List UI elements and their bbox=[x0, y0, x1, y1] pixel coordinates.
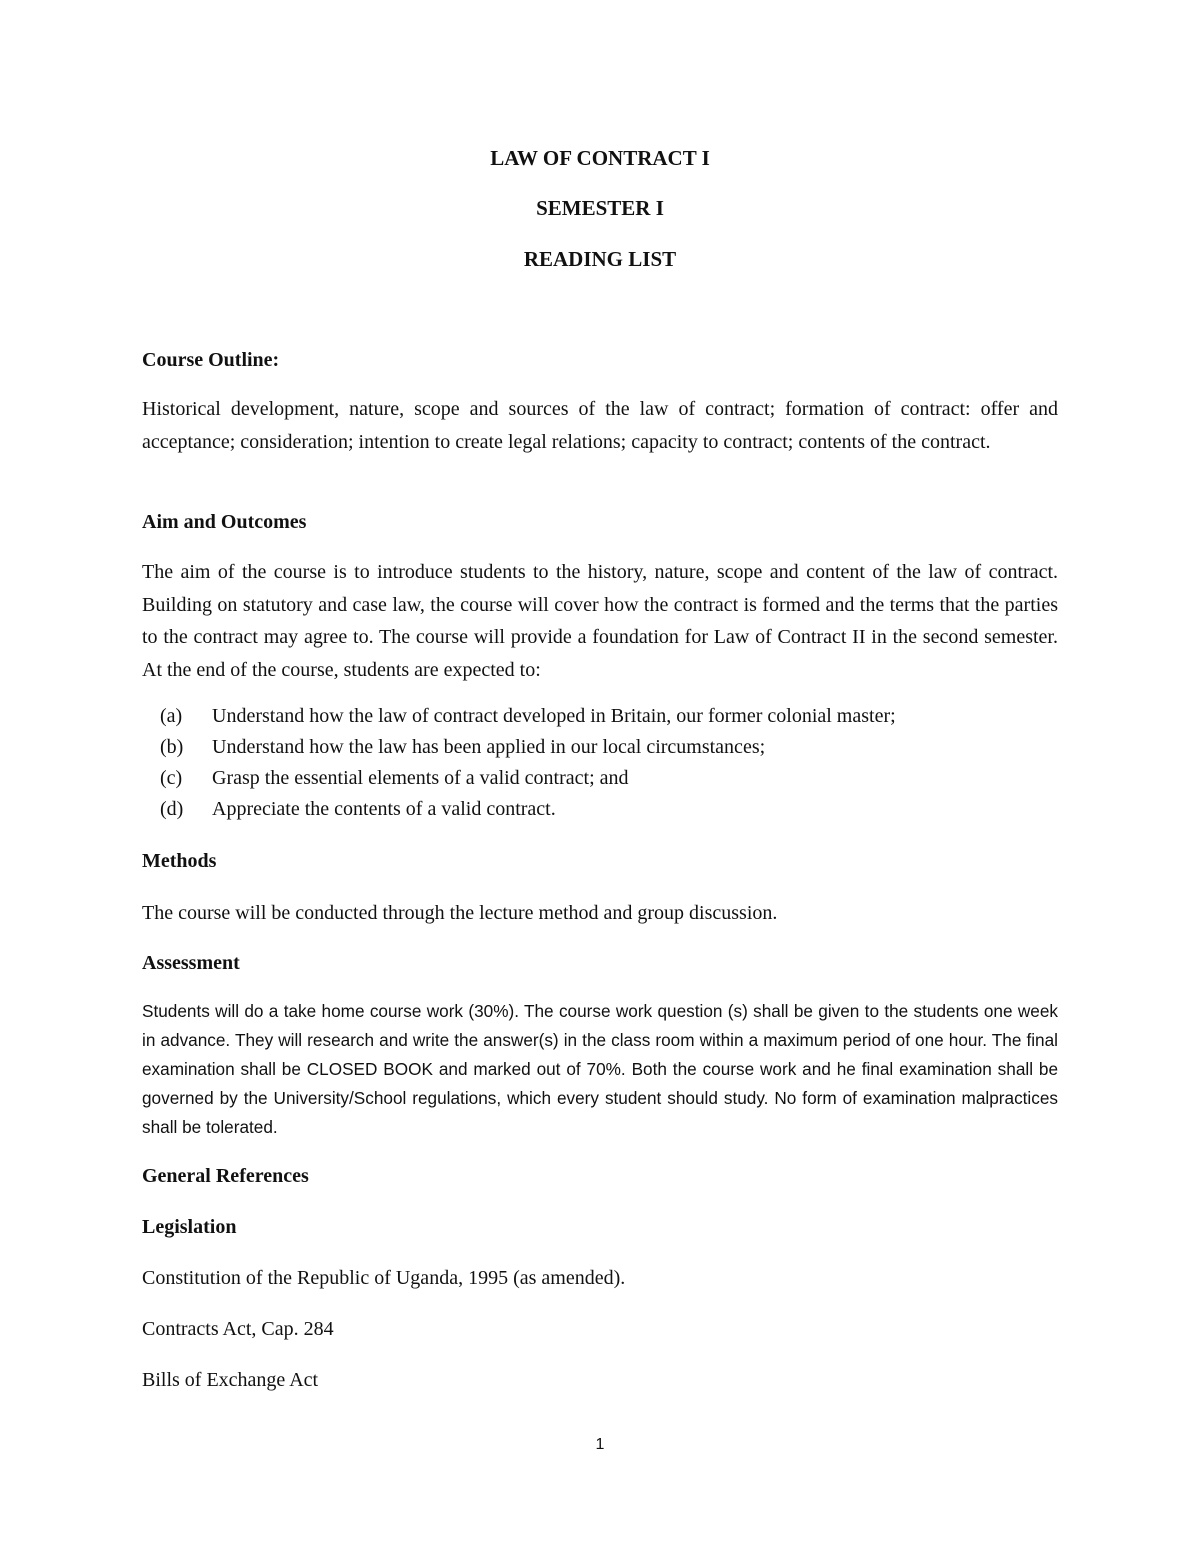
list-marker: (d) bbox=[160, 798, 184, 820]
list-marker: (b) bbox=[160, 736, 184, 758]
list-item bbox=[160, 701, 1060, 732]
course-outline-heading: Course Outline: bbox=[142, 349, 280, 371]
assessment-heading: Assessment bbox=[142, 952, 240, 974]
list-item-text: Understand how the law has been applied in our local circumstances; bbox=[212, 736, 766, 758]
list-marker: (c) bbox=[160, 767, 183, 789]
document-title: LAW OF CONTRACT I bbox=[490, 146, 710, 170]
methods-heading: Methods bbox=[142, 850, 217, 872]
assessment-text: Students will do a take home course work (30%). The course work question (s) shall be given to the students one week in advance. They will research and write the answer(s) in the class room within a maximum period of one hour. The final examination shall be CLOSED BOOK and marked out of 70%. Both the course work and he final examination shall be governed by the University/School regulations, which every student should study. No form of examination malpractices shall be tolerated. bbox=[142, 1001, 1058, 1137]
list-item-text: Appreciate the contents of a valid contract. bbox=[212, 798, 556, 820]
list-item bbox=[160, 732, 1060, 763]
list-item-text: Grasp the essential elements of a valid contract; and bbox=[212, 767, 629, 789]
methods-text: The course will be conducted through the lecture method and group discussion. bbox=[142, 902, 778, 924]
list-item bbox=[160, 794, 1060, 825]
legislation-item: Bills of Exchange Act bbox=[142, 1369, 319, 1391]
legislation-item: Constitution of the Republic of Uganda, 1995 (as amended). bbox=[142, 1267, 626, 1289]
page-number: 1 bbox=[595, 1436, 605, 1453]
general-references-heading: General References bbox=[142, 1165, 309, 1187]
course-outline-text: Historical development, nature, scope and sources of the law of contract; formation of contract: offer and acceptance; consideration; intention to create legal relations; capacity to contract; contents of the contract. bbox=[142, 398, 1058, 453]
outcomes-list bbox=[160, 701, 1060, 825]
list-item bbox=[160, 763, 1060, 794]
aim-heading: Aim and Outcomes bbox=[142, 511, 307, 533]
list-item-text: Understand how the law of contract developed in Britain, our former colonial master; bbox=[212, 705, 896, 727]
list-marker: (a) bbox=[160, 705, 183, 727]
aim-text: The aim of the course is to introduce students to the history, nature, scope and content of the law of contract. Building on statutory and case law, the course will cover how the contract is formed and the terms that the parties to the contract may agree to. The course will provide a foundation for Law of Contract II in the second semester. At the end of the course, students are expected to: bbox=[142, 561, 1058, 681]
semester-title: SEMESTER I bbox=[536, 196, 664, 220]
legislation-heading: Legislation bbox=[142, 1216, 237, 1238]
reading-list-title: READING LIST bbox=[523, 247, 677, 271]
legislation-item: Contracts Act, Cap. 284 bbox=[142, 1318, 334, 1340]
